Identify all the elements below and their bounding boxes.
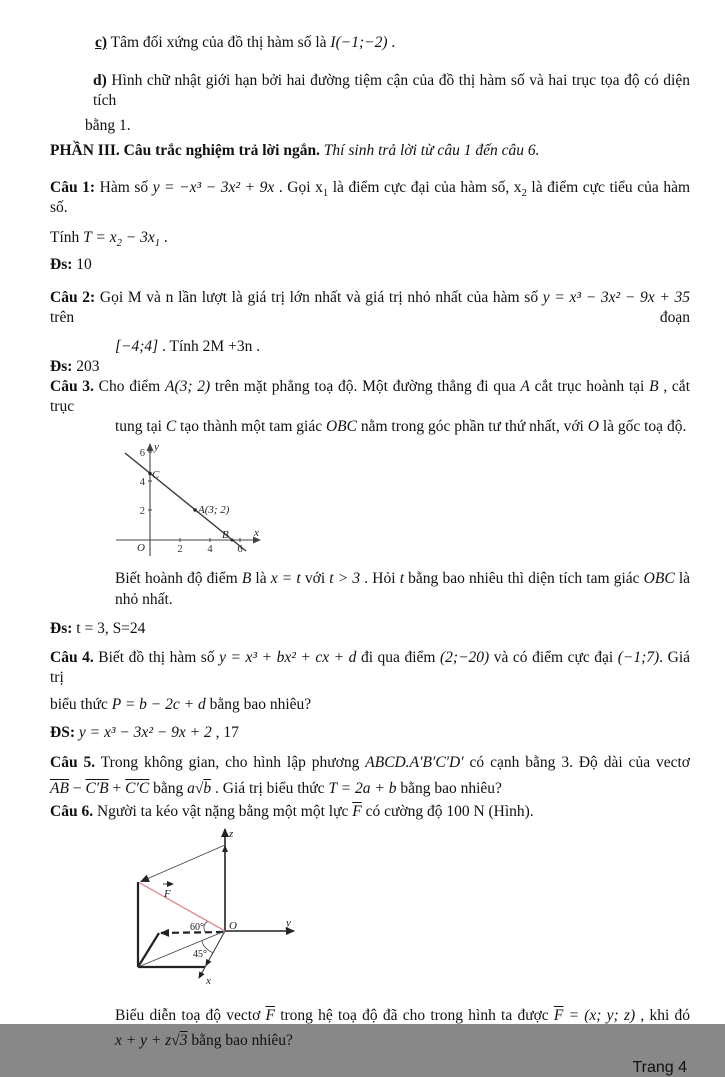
line-item-d-1: d) Hình chữ nhật giới hạn bởi hai đường tiệm cận của đồ thị hàm số và hai trục tọa độ có diện tích <box>93 72 690 109</box>
cau6-line3: x + y + z√3 bằng bao nhiêu? <box>115 1032 293 1049</box>
figure-cau6-3d <box>113 823 313 1001</box>
line-item-c: c) Tâm đối xứng của đồ thị hàm số là I(−1;−2) . <box>95 34 396 51</box>
angle-60-label: 60° <box>190 922 204 933</box>
cau2-line1: Câu 2: Gọi M và n lần lượt là giá trị lớn nhất và giá trị nhỏ nhất của hàm số y = x³ − 3x² − 9x + 35 trên đoạn <box>50 289 691 326</box>
box-edge-left-slant <box>138 933 159 967</box>
top-edge-line <box>141 845 225 882</box>
figure-cau3-graph <box>108 438 268 560</box>
cau2-line2: [−4;4] . Tính 2M +3n . <box>115 338 261 355</box>
document-body-mid <box>0 569 725 822</box>
cau3-line2: tung tại C tạo thành một tam giác OBC nằm trong góc phần tư thứ nhất, với O là gốc toạ độ. <box>115 418 687 435</box>
origin-label: O <box>137 542 145 554</box>
y-axis-label: y <box>286 917 291 929</box>
angle-45-label: 45° <box>193 949 207 960</box>
point-B <box>231 539 234 542</box>
answer-cau3: Đs: t = 3, S=24 <box>50 620 146 637</box>
document-body-bottom <box>0 1006 725 1051</box>
line-item-d-2: bằng 1. <box>85 117 131 134</box>
cau6-line2: Biểu diễn toạ độ vectơ $\overline{F}$ trong hệ toạ độ đã cho trong hình ta được $\overline{F} = (x$; y; z) , khi đó <box>115 1007 690 1024</box>
z-axis-label: z <box>229 828 234 840</box>
cau4-line2: biểu thức P = b − 2c + d bằng bao nhiêu? <box>50 696 312 713</box>
point-B-label: B <box>222 529 229 541</box>
point-C-label: C <box>152 469 160 481</box>
bottom-diagonal-line <box>138 931 225 967</box>
point-A-label: A(3; 2) <box>198 504 230 516</box>
part3-header: PHẦN III. Câu trắc nghiệm trả lời ngắn. Thí sinh trả lời từ câu 1 đến câu 6. <box>50 142 540 159</box>
answer-cau2: Đs: 203 <box>50 358 100 375</box>
x-axis-label: x <box>254 527 259 539</box>
x-tick-label: 2 <box>177 544 183 555</box>
answer-cau1: Đs: 10 <box>50 256 92 273</box>
cau3-line4: nhỏ nhất. <box>115 591 173 608</box>
force-vector-F <box>139 883 225 932</box>
x-axis-label: x <box>206 975 211 987</box>
figure-cau3-wrapper <box>108 438 725 560</box>
x-tick-label: 4 <box>207 544 213 555</box>
cau3-line1: Câu 3. Cho điểm A(3; 2) trên mặt phẳng toạ độ. Một đường thẳng đi qua A cắt trục hoành tại B , cắt trục <box>50 378 690 415</box>
document-body-top <box>0 33 725 437</box>
x-tick-label: 6 <box>237 544 243 555</box>
cau1-line1: Câu 1: Hàm số y = −x³ − 3x² + 9x . Gọi $x_1$ là điểm cực đại của hàm số, $x_2$ là điểm cực tiểu của hàm số. <box>50 179 691 216</box>
cau5-line2: $\overline{AB} - C'B + C'C$ bằng a√b . Giá trị biểu thức T = 2a + b bằng bao nhiêu? <box>50 780 502 797</box>
y-tick-label: 6 <box>139 448 145 459</box>
angle-60-arc <box>204 922 208 933</box>
y-tick-label: 2 <box>139 506 145 517</box>
cau1-line2: Tính $T = x_2 - 3x_1$ . <box>50 229 168 250</box>
y-axis-label: y <box>154 441 159 453</box>
point-A <box>193 508 196 511</box>
x-component-arrow <box>206 960 209 966</box>
force-label: F <box>164 888 171 900</box>
cau3-line3: Biết hoành độ điểm B là x = t với t > 3 . Hỏi t bằng bao nhiêu thì diện tích tam giác OBC là <box>115 570 691 587</box>
answer-cau4: ĐS: y = x³ − 3x² − 9x + 2 , 17 <box>50 724 239 741</box>
cau6-line1: Câu 6. Người ta kéo vật nặng bằng một một lực $\overline{F}$ có cường độ 100 N (Hình). <box>50 803 534 820</box>
cau4-line1: Câu 4. Biết đồ thị hàm số y = x³ + bx² + cx + d đi qua điểm (2;−20) và có điểm cực đại (−1;7). Giá trị <box>50 649 691 686</box>
origin-label: O <box>229 920 237 932</box>
page-number: Trang 4 <box>632 1059 687 1076</box>
cau5-line1: Câu 5. Trong không gian, cho hình lập phương ABCD.A′B′C′D′ có cạnh bằng 3. Độ dài của vectơ <box>50 754 690 771</box>
figure-cau6-wrapper <box>113 823 725 1001</box>
y-tick-label: 4 <box>139 477 145 488</box>
